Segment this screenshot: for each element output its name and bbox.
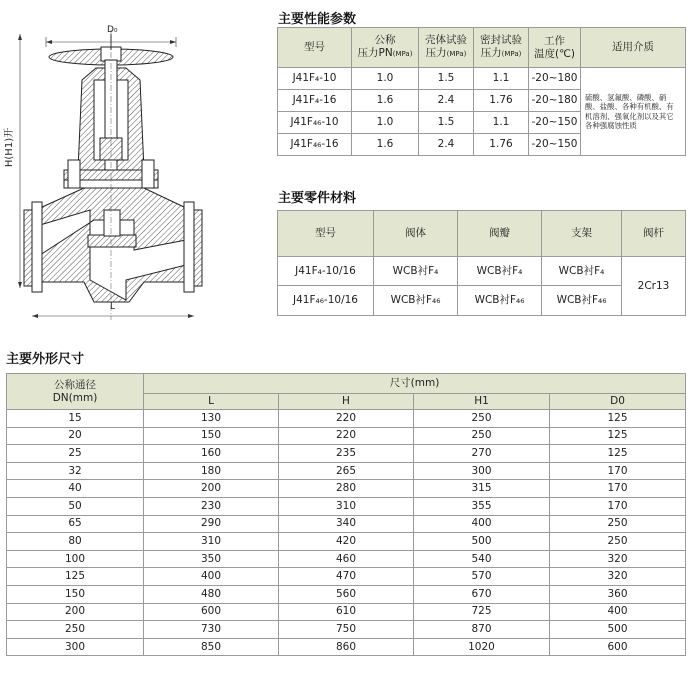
cell-disc: WCB衬F₄₆ <box>458 286 542 316</box>
dimensions-section-title: 主要外形尺寸 <box>6 352 85 367</box>
table-row <box>7 497 686 515</box>
dimensions-table <box>6 373 686 656</box>
table-row <box>7 410 686 428</box>
cell-h1: 670 <box>414 585 550 603</box>
cell-d0: 600 <box>550 638 686 656</box>
cell-h1: 355 <box>414 497 550 515</box>
cell-bracket: WCB衬F₄₆ <box>542 286 622 316</box>
header-size: 尺寸(mm) <box>144 374 686 394</box>
table-row <box>7 480 686 498</box>
header-shell <box>419 28 474 68</box>
cell-h: 310 <box>279 497 414 515</box>
table-row <box>278 68 686 90</box>
cell-d0: 400 <box>550 603 686 621</box>
cell-dn: 150 <box>7 585 144 603</box>
cell-dn: 200 <box>7 603 144 621</box>
cell-h1: 315 <box>414 480 550 498</box>
performance-section-title: 主要性能参数 <box>278 12 357 27</box>
cell-bracket: WCB衬F₄ <box>542 257 622 286</box>
header-shell-main: 壳体试验 <box>425 34 467 46</box>
cell-dn: 15 <box>7 410 144 428</box>
drawing-label-h: H(H1)开 <box>4 127 16 168</box>
cell-dn: 20 <box>7 427 144 445</box>
cell-h1: 540 <box>414 550 550 568</box>
table-row <box>7 515 686 533</box>
table-row <box>7 445 686 463</box>
valve-drawing <box>4 20 214 325</box>
cell-l: 850 <box>144 638 279 656</box>
cell-temp: -20~180 <box>529 90 581 112</box>
cell-seal: 1.1 <box>474 112 529 134</box>
cell-d0: 250 <box>550 533 686 551</box>
header-h: H <box>279 394 414 410</box>
cell-d0: 250 <box>550 515 686 533</box>
table-row <box>7 603 686 621</box>
header-d0: D0 <box>550 394 686 410</box>
cell-l: 480 <box>144 585 279 603</box>
cell-body: WCB衬F₄ <box>374 257 458 286</box>
cell-l: 400 <box>144 568 279 586</box>
cell-h: 750 <box>279 621 414 639</box>
cell-l: 310 <box>144 533 279 551</box>
table-row <box>7 550 686 568</box>
table-row <box>7 638 686 656</box>
cell-h: 265 <box>279 462 414 480</box>
cell-pn: 1.6 <box>352 134 419 156</box>
header-temp <box>529 28 581 68</box>
cell-dn: 125 <box>7 568 144 586</box>
cell-model: J41F₄-10 <box>278 68 352 90</box>
header-dn <box>7 374 144 410</box>
cell-h: 280 <box>279 480 414 498</box>
valve-cross-section-diagram <box>4 20 214 325</box>
table-row <box>7 533 686 551</box>
cell-media: 硫酸、氢氟酸、磷酸、硝酸、盐酸、各种有机酸、有机溶剂、强氧化剂以及其它各种强腐蚀性质 <box>581 68 686 156</box>
cell-h1: 570 <box>414 568 550 586</box>
cell-l: 290 <box>144 515 279 533</box>
header-h1: H1 <box>414 394 550 410</box>
cell-dn: 250 <box>7 621 144 639</box>
cell-h: 420 <box>279 533 414 551</box>
header-dn-line2: DN(mm) <box>52 391 98 404</box>
header-shell-sub: 压力 <box>425 47 447 59</box>
cell-dn: 50 <box>7 497 144 515</box>
cell-dn: 65 <box>7 515 144 533</box>
cell-shell: 2.4 <box>419 90 474 112</box>
header-temp-main: 工作 <box>544 34 565 47</box>
cell-l: 600 <box>144 603 279 621</box>
cell-pn: 1.6 <box>352 90 419 112</box>
cell-d0: 125 <box>550 445 686 463</box>
cell-h1: 1020 <box>414 638 550 656</box>
header-pn-sub: 压力PN <box>357 47 393 59</box>
cell-temp: -20~180 <box>529 68 581 90</box>
dimensions-table-body <box>7 410 686 656</box>
cell-d0: 170 <box>550 462 686 480</box>
cell-model: J41F₄₆-10/16 <box>278 286 374 316</box>
cell-temp: -20~150 <box>529 134 581 156</box>
table-row <box>278 257 686 286</box>
header-shell-unit: (MPa) <box>446 50 467 58</box>
cell-h: 340 <box>279 515 414 533</box>
header-seal-sub: 压力 <box>480 47 502 59</box>
performance-header-row <box>278 28 686 68</box>
cell-h: 560 <box>279 585 414 603</box>
materials-section-title: 主要零件材料 <box>278 191 357 206</box>
header-temp-sub: 温度(℃) <box>534 47 575 60</box>
cell-body: WCB衬F₄₆ <box>374 286 458 316</box>
drawing-label-l: L <box>110 302 116 312</box>
cell-seal: 1.1 <box>474 68 529 90</box>
cell-l: 200 <box>144 480 279 498</box>
cell-l: 130 <box>144 410 279 428</box>
materials-header-row <box>278 211 686 257</box>
table-row <box>7 427 686 445</box>
header-bracket: 支架 <box>542 211 622 257</box>
cell-h: 470 <box>279 568 414 586</box>
header-pn-main: 公称 <box>374 34 396 46</box>
cell-h1: 300 <box>414 462 550 480</box>
cell-h: 460 <box>279 550 414 568</box>
cell-pn: 1.0 <box>352 68 419 90</box>
cell-l: 230 <box>144 497 279 515</box>
cell-dn: 32 <box>7 462 144 480</box>
cell-model: J41F₄₆-10 <box>278 112 352 134</box>
cell-model: J41F₄₆-16 <box>278 134 352 156</box>
cell-shell: 2.4 <box>419 134 474 156</box>
cell-h1: 725 <box>414 603 550 621</box>
drawing-label-d0: D₀ <box>107 25 118 35</box>
header-stem: 阀杆 <box>622 211 686 257</box>
header-disc: 阀瓣 <box>458 211 542 257</box>
cell-stem: 2Cr13 <box>622 257 686 316</box>
header-seal-main: 密封试验 <box>480 34 522 46</box>
cell-l: 730 <box>144 621 279 639</box>
cell-d0: 125 <box>550 427 686 445</box>
header-model: 型号 <box>278 28 352 68</box>
cell-l: 350 <box>144 550 279 568</box>
cell-disc: WCB衬F₄ <box>458 257 542 286</box>
cell-h1: 870 <box>414 621 550 639</box>
cell-temp: -20~150 <box>529 112 581 134</box>
cell-h: 220 <box>279 410 414 428</box>
cell-h1: 500 <box>414 533 550 551</box>
cell-l: 180 <box>144 462 279 480</box>
cell-h: 235 <box>279 445 414 463</box>
materials-table <box>277 210 686 316</box>
cell-d0: 500 <box>550 621 686 639</box>
cell-d0: 170 <box>550 480 686 498</box>
cell-dn: 80 <box>7 533 144 551</box>
header-dn-line1: 公称通径 <box>54 378 96 391</box>
cell-h1: 270 <box>414 445 550 463</box>
cell-d0: 320 <box>550 568 686 586</box>
cell-h: 860 <box>279 638 414 656</box>
header-pn <box>352 28 419 68</box>
header-seal-unit: (MPa) <box>501 50 522 58</box>
table-row <box>7 568 686 586</box>
cell-d0: 170 <box>550 497 686 515</box>
cell-h: 610 <box>279 603 414 621</box>
header-model: 型号 <box>278 211 374 257</box>
cell-dn: 300 <box>7 638 144 656</box>
cell-h1: 250 <box>414 410 550 428</box>
cell-d0: 320 <box>550 550 686 568</box>
dimensions-header-row <box>7 374 686 394</box>
cell-dn: 25 <box>7 445 144 463</box>
header-seal <box>474 28 529 68</box>
cell-model: J41F₄-16 <box>278 90 352 112</box>
cell-l: 160 <box>144 445 279 463</box>
cell-dn: 100 <box>7 550 144 568</box>
header-media: 适用介质 <box>581 28 686 68</box>
header-pn-unit: (MPa) <box>392 50 413 58</box>
table-row <box>7 585 686 603</box>
cell-model: J41F₄-10/16 <box>278 257 374 286</box>
cell-d0: 360 <box>550 585 686 603</box>
cell-shell: 1.5 <box>419 112 474 134</box>
header-l: L <box>144 394 279 410</box>
cell-d0: 125 <box>550 410 686 428</box>
cell-dn: 40 <box>7 480 144 498</box>
cell-pn: 1.0 <box>352 112 419 134</box>
cell-shell: 1.5 <box>419 68 474 90</box>
cell-h: 220 <box>279 427 414 445</box>
performance-table <box>277 27 686 156</box>
table-row <box>7 462 686 480</box>
cell-h1: 250 <box>414 427 550 445</box>
cell-seal: 1.76 <box>474 134 529 156</box>
cell-l: 150 <box>144 427 279 445</box>
table-row <box>7 621 686 639</box>
cell-h1: 400 <box>414 515 550 533</box>
header-body: 阀体 <box>374 211 458 257</box>
cell-seal: 1.76 <box>474 90 529 112</box>
